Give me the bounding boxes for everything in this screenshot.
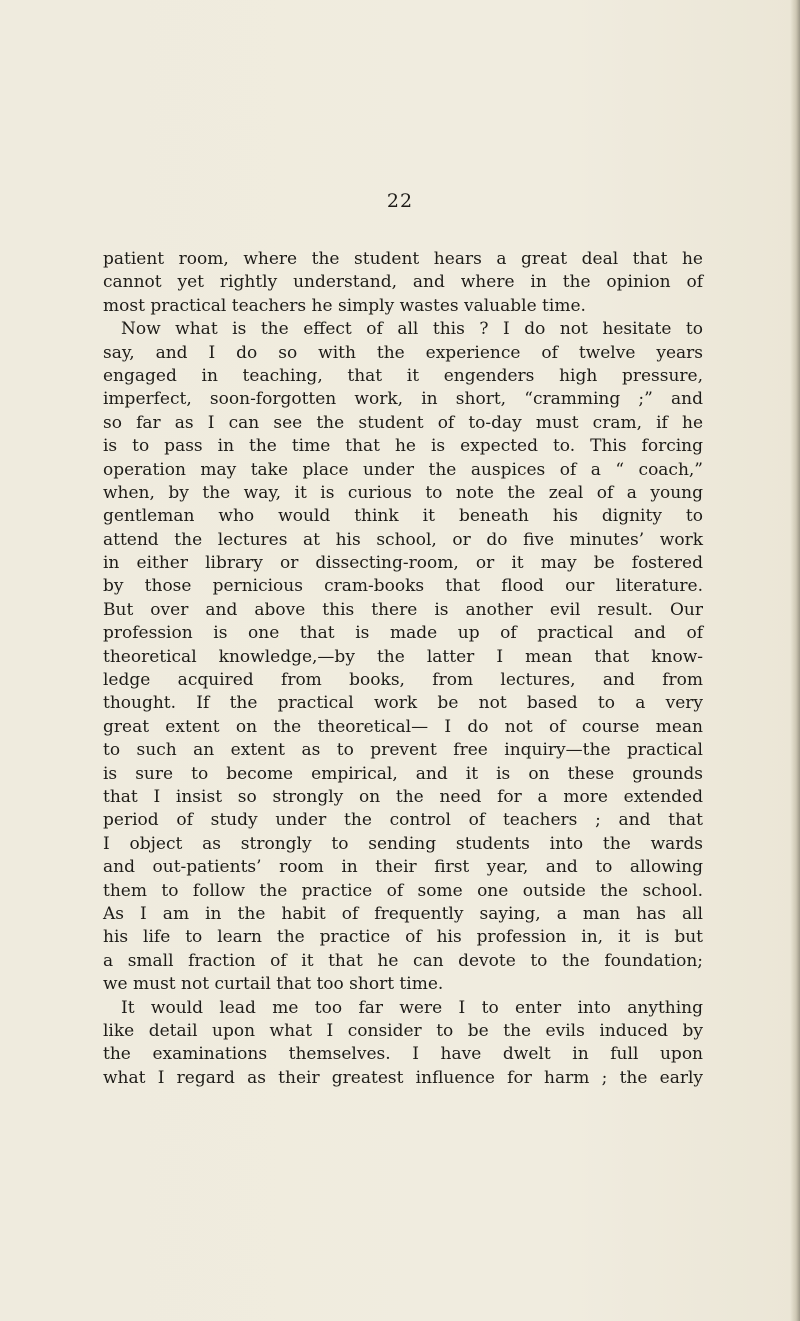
text-line: so far as I can see the student of to-day must cram, if he: [103, 412, 703, 433]
text-line: engaged in teaching, that it engenders high pressure,: [103, 365, 703, 386]
body-text: [103, 248, 703, 1090]
text-line: operation may take place under the auspices of a “ coach,”: [103, 459, 703, 480]
text-line: is to pass in the time that he is expected to. This forcing: [103, 436, 703, 457]
text-line: Now what is the effect of all this ? I do not hesitate to: [121, 319, 703, 340]
text-line: and out-patients’ room in their first year, and to allowing: [103, 857, 703, 878]
text-line: I object as strongly to sending students into the wards: [103, 833, 703, 854]
page-edge-shadow: [790, 0, 800, 1321]
text-line: gentleman who would think it beneath his dignity to: [103, 506, 703, 527]
text-line: profession is one that is made up of practical and of: [103, 623, 703, 644]
text-line: that I insist so strongly on the need for a more extended: [103, 786, 703, 807]
text-line: imperfect, soon-forgotten work, in short, “cramming ;” and: [103, 389, 703, 410]
text-line: them to follow the practice of some one outside the school.: [103, 880, 703, 901]
text-line: cannot yet rightly understand, and where in the opinion of: [103, 272, 703, 293]
text-line: But over and above this there is another evil result. Our: [103, 599, 703, 620]
text-line: we must not curtail that too short time.: [103, 974, 444, 995]
text-line: patient room, where the student hears a great deal that he: [103, 249, 703, 269]
page-number: 22: [386, 190, 414, 212]
text-line: theoretical knowledge,—by the latter I mean that know-: [103, 646, 703, 667]
text-line: by those pernicious cram-books that flood our literature.: [103, 576, 703, 597]
text-line: As I am in the habit of frequently saying, a man has all: [103, 903, 703, 924]
text-line: like detail upon what I consider to be the evils induced by: [103, 1020, 703, 1041]
text-line: in either library or dissecting-room, or it may be fostered: [103, 553, 703, 574]
text-line: when, by the way, it is curious to note the zeal of a young: [103, 482, 703, 503]
text-line: say, and I do so with the experience of twelve years: [103, 342, 703, 363]
text-line: most practical teachers he simply wastes valuable time.: [103, 295, 586, 316]
text-line: thought. If the practical work be not based to a very: [103, 693, 703, 714]
text-line: the examinations themselves. I have dwelt in full upon: [103, 1044, 703, 1065]
text-line: attend the lectures at his school, or do five minutes’ work: [103, 529, 703, 550]
text-line: great extent on the theoretical— I do not of course mean: [103, 716, 703, 737]
text-line: a small fraction of it that he can devote to the foundation;: [103, 950, 703, 971]
text-line: to such an extent as to prevent free inquiry—the practical: [103, 740, 703, 761]
text-line: what I regard as their greatest influence for harm ; the early: [103, 1067, 703, 1088]
text-line: It would lead me too far were I to enter into anything: [121, 997, 703, 1018]
text-line: his life to learn the practice of his profession in, it is but: [103, 927, 703, 948]
text-line: is sure to become empirical, and it is on these grounds: [103, 763, 703, 784]
text-line: ledge acquired from books, from lectures, and from: [103, 670, 703, 691]
text-line: period of study under the control of teachers ; and that: [103, 810, 703, 831]
